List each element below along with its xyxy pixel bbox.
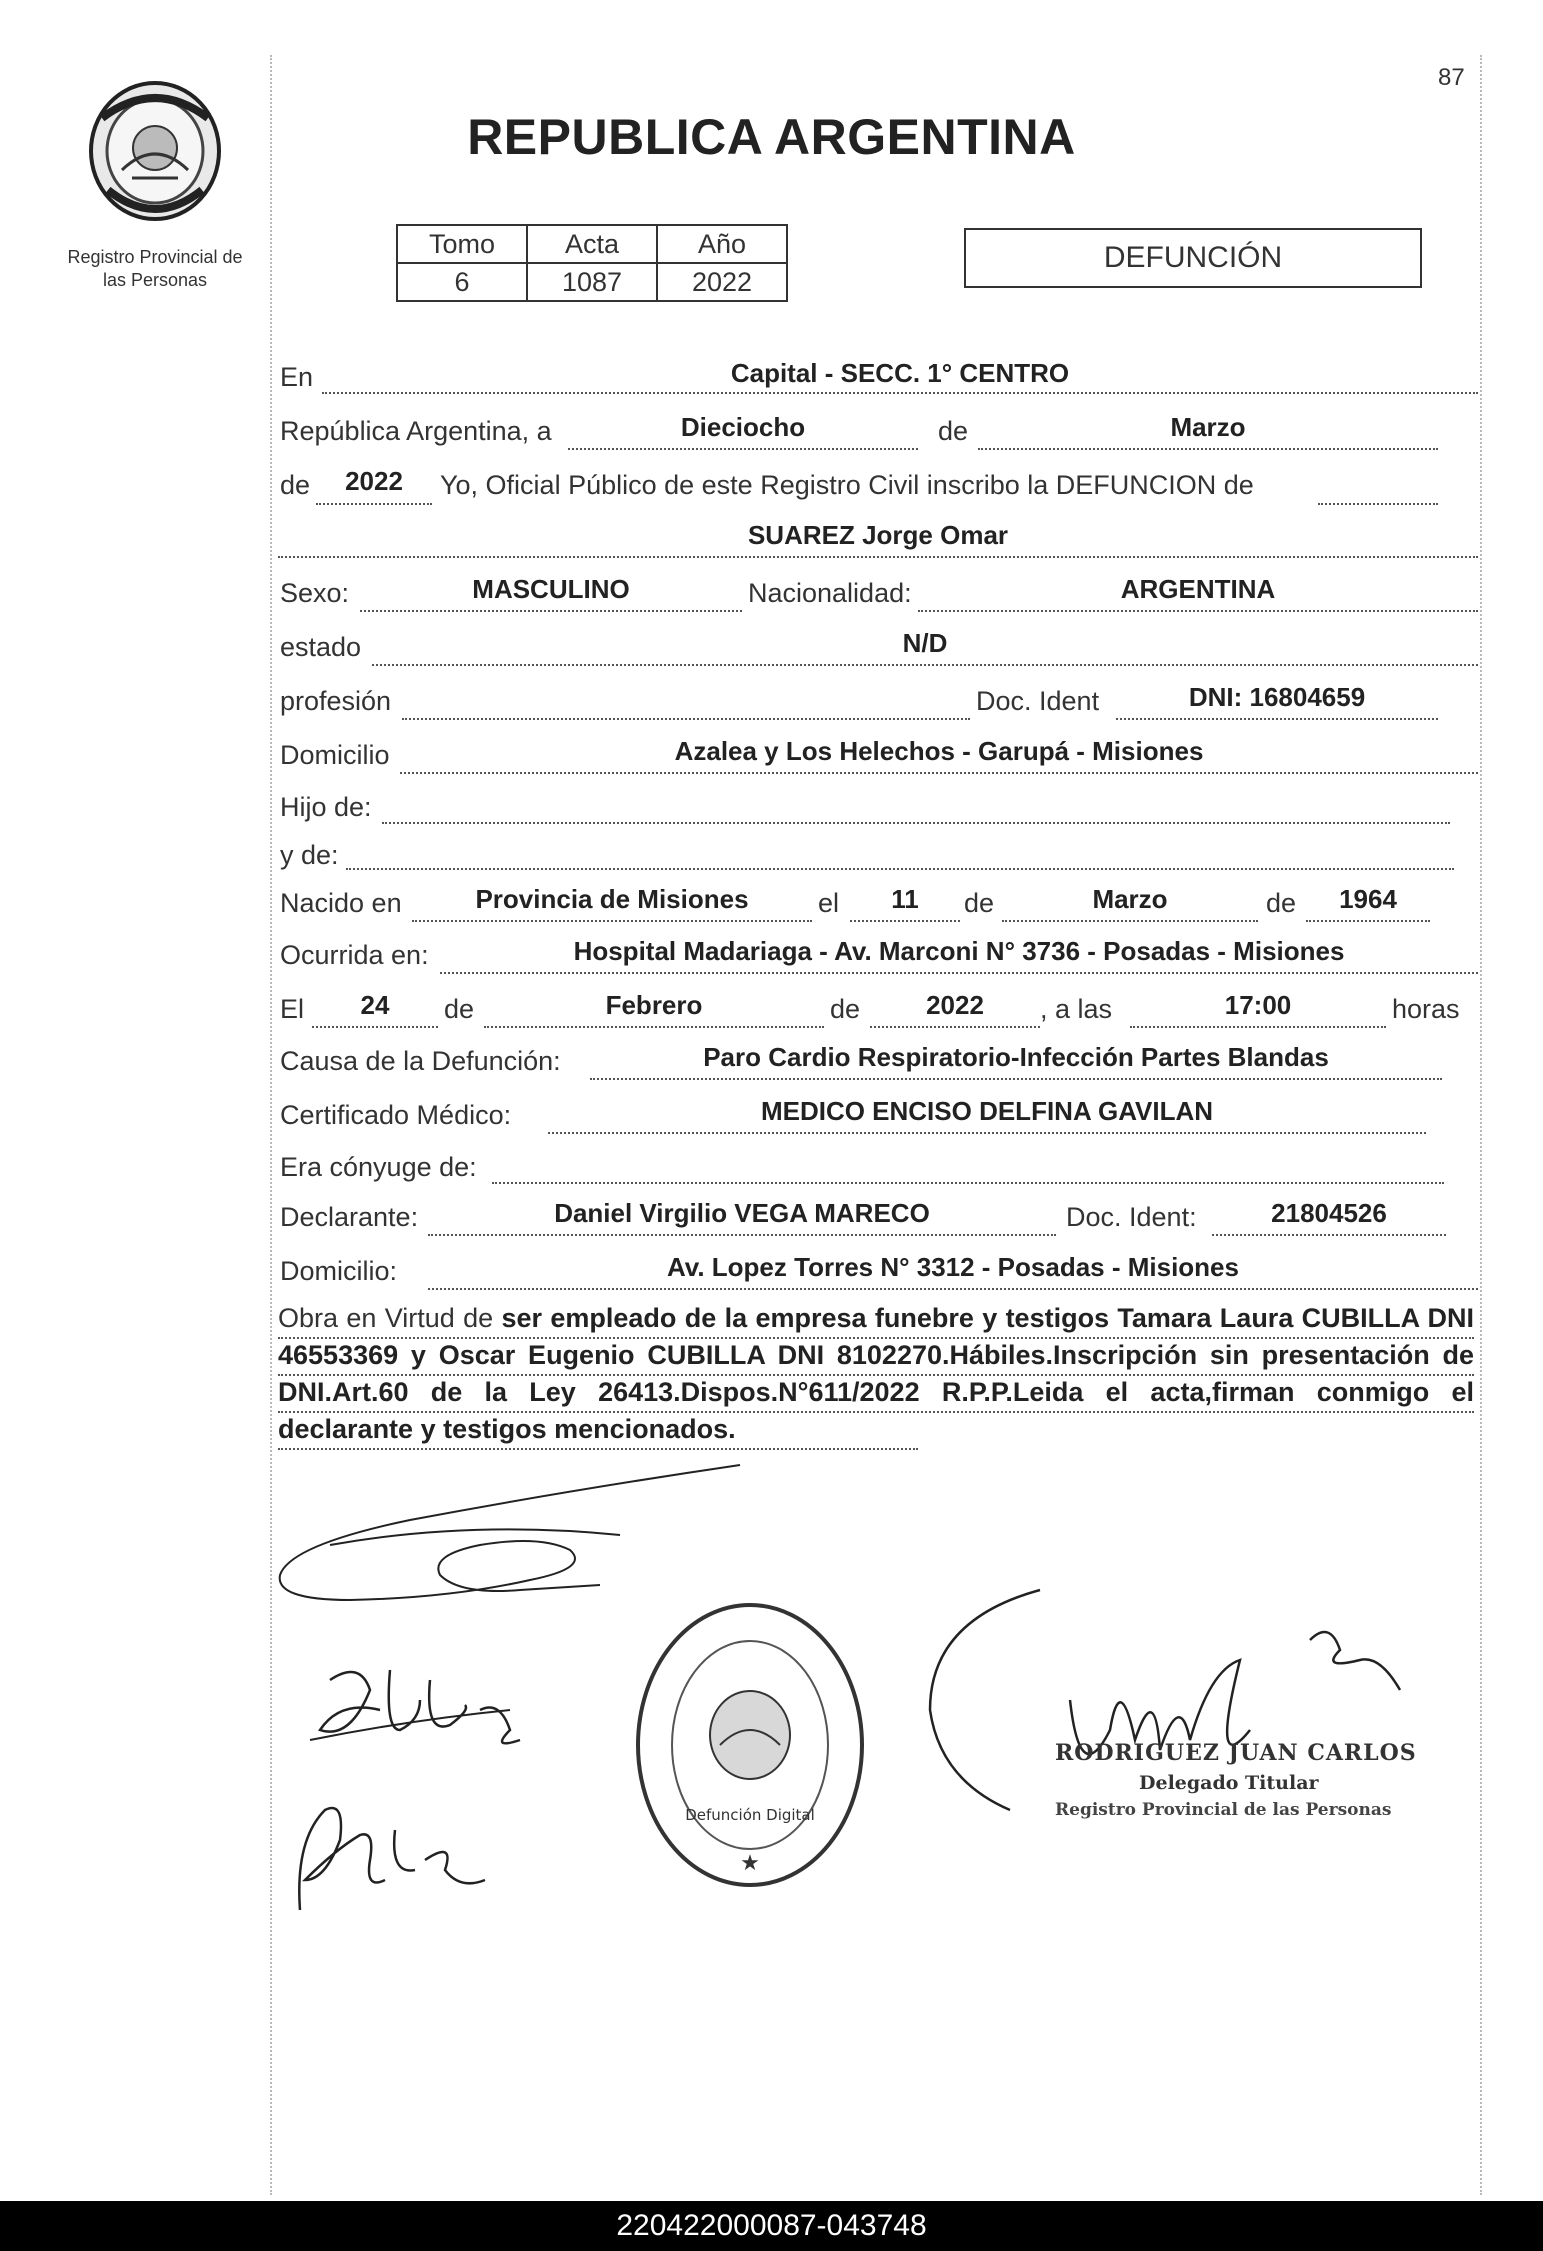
tomo-header-row	[397, 225, 787, 263]
document-type-box: DEFUNCIÓN	[964, 228, 1422, 288]
round-seal-stamp	[630, 1595, 870, 1900]
obra-paragraph	[278, 1300, 1474, 1448]
hijo-label: Hijo de:	[280, 792, 372, 822]
doc-ident-value: DNI: 16804659	[1188, 682, 1366, 712]
fallec-dia-value: 24	[360, 990, 390, 1020]
oficial-trailing-line	[1318, 503, 1438, 505]
page-number: 87	[1438, 64, 1465, 91]
estado-label: estado	[280, 632, 362, 662]
tomo-value: 6	[397, 263, 527, 301]
dia-value: Dieciocho	[680, 412, 806, 442]
doc-ident2-label: Doc. Ident:	[1066, 1202, 1197, 1232]
testigo-signature-1	[290, 1650, 530, 1775]
de-label: de	[938, 416, 969, 446]
tomo-value-row	[397, 263, 787, 301]
certificado-value: MEDICO ENCISO DELFINA GAVILAN	[760, 1096, 1214, 1126]
footer-barcode-text: 220422000087-043748	[0, 2201, 1543, 2251]
doc-ident2-line	[1212, 1234, 1446, 1236]
certificado-label: Certificado Médico:	[280, 1100, 512, 1130]
nacido-dia-line	[850, 920, 960, 922]
left-margin-line	[270, 55, 272, 2195]
tomo-acta-table	[396, 224, 788, 302]
domicilio2-value: Av. Lopez Torres N° 3312 - Posadas - Misiones	[667, 1252, 1239, 1282]
nacido-mes-value: Marzo	[1092, 884, 1168, 914]
doc-ident-label: Doc. Ident	[976, 686, 1100, 716]
declarante-value: Daniel Virgilio VEGA MARECO	[554, 1198, 930, 1228]
doc-ident2-value: 21804526	[1271, 1198, 1387, 1228]
anio-inscripcion-value: 2022	[345, 466, 403, 496]
de4-label: de	[1266, 888, 1297, 918]
nombre-line	[278, 556, 1478, 558]
de6-label: de	[830, 994, 861, 1024]
tomo-header: Tomo	[397, 225, 527, 263]
official-stamp	[1055, 1740, 1417, 1820]
horas-label: horas	[1392, 994, 1460, 1024]
fallec-mes-value: Febrero	[605, 990, 703, 1020]
fallec-anio-value: 2022	[926, 990, 984, 1020]
causa-line	[590, 1078, 1442, 1080]
en-value: Capital - SECC. 1° CENTRO	[730, 358, 1070, 388]
causa-value: Paro Cardio Respiratorio-Infección Partes Blandas	[703, 1042, 1329, 1072]
yde-label: y de:	[280, 840, 339, 870]
nombre-value: SUAREZ Jorge Omar	[747, 520, 1009, 550]
doc-ident-line	[1116, 718, 1438, 720]
nacido-anio-line	[1306, 920, 1430, 922]
profesion-line	[402, 718, 970, 720]
nacido-label: Nacido en	[280, 888, 402, 918]
domicilio2-line	[428, 1288, 1478, 1290]
hijo-line	[382, 822, 1450, 824]
nacido-anio-value: 1964	[1339, 884, 1397, 914]
en-label: En	[280, 362, 314, 392]
sexo-line	[360, 610, 742, 612]
de3-label: de	[964, 888, 995, 918]
registro-provincial-caption	[45, 246, 265, 292]
estado-line	[372, 664, 1478, 666]
domicilio-line	[400, 772, 1478, 774]
fallec-mes-line	[484, 1026, 824, 1028]
obra-text: ser empleado de la empresa funebre y testigos Tamara Laura CUBILLA DNI 46553369 y Oscar Eugenio CUBILLA DNI 8102270.Hábiles.Inscripción sin presentación de DNI.Art.60 de la Ley 26413.Dispos.N°611/2022 R.P.P.Leida el acta,firman conmigo el declarante y testigos mencionados.	[278, 1303, 1474, 1444]
anio-line	[316, 503, 432, 505]
el-label: el	[818, 888, 840, 918]
en-line	[322, 392, 1478, 394]
registro-line-2: las Personas	[102, 270, 208, 290]
acta-value: 1087	[527, 263, 657, 301]
ocurrida-value: Hospital Madariaga - Av. Marconi N° 3736 - Posadas - Misiones	[573, 936, 1345, 966]
nacido-dia-value: 11	[891, 884, 919, 914]
nacido-lugar-value: Provincia de Misiones	[475, 884, 749, 914]
causa-label: Causa de la Defunción:	[280, 1046, 561, 1076]
estado-value: N/D	[902, 628, 948, 658]
ocurrida-label: Ocurrida en:	[280, 940, 429, 970]
anio-value: 2022	[657, 263, 787, 301]
nacido-mes-line	[1002, 920, 1258, 922]
conyuge-line	[492, 1182, 1444, 1184]
fallec-dia-line	[312, 1026, 438, 1028]
de5-label: de	[444, 994, 475, 1024]
round-seal-inner-text: Defunción Digital	[685, 1806, 815, 1824]
obra-label: Obra en Virtud de	[278, 1303, 494, 1333]
sexo-label: Sexo:	[280, 578, 350, 608]
dia-line	[568, 448, 918, 450]
sexo-value: MASCULINO	[472, 574, 630, 604]
profesion-label: profesión	[280, 686, 392, 716]
nacionalidad-label: Nacionalidad:	[748, 578, 912, 608]
official-name: RODRIGUEZ JUAN CARLOS	[1055, 1740, 1417, 1766]
mes-value: Marzo	[1170, 412, 1246, 442]
el2-label: El	[280, 994, 305, 1024]
conyuge-label: Era cónyuge de:	[280, 1152, 477, 1182]
testigo-signature-2	[285, 1780, 505, 1925]
declarante-line	[428, 1234, 1056, 1236]
mes-line	[978, 448, 1438, 450]
svg-text:★: ★	[740, 1851, 760, 1876]
acta-header: Acta	[527, 225, 657, 263]
domicilio-value: Azalea y Los Helechos - Garupá - Misiones	[674, 736, 1204, 766]
nacionalidad-value: ARGENTINA	[1120, 574, 1276, 604]
certificado-line	[548, 1132, 1426, 1134]
oficial-text: Yo, Oficial Público de este Registro Civil inscribo la DEFUNCION de	[440, 470, 1254, 500]
fallec-anio-line	[870, 1026, 1040, 1028]
fallec-hora-line	[1130, 1026, 1386, 1028]
domicilio-label: Domicilio	[280, 740, 390, 770]
nacido-lugar-line	[412, 920, 812, 922]
nacionalidad-line	[918, 610, 1478, 612]
alas-label: , a las	[1040, 994, 1113, 1024]
yde-line	[346, 868, 1454, 870]
republica-label: República Argentina, a	[280, 416, 552, 446]
right-margin-line	[1480, 55, 1482, 2195]
ocurrida-line	[440, 972, 1478, 974]
anio-header: Año	[657, 225, 787, 263]
domicilio2-label: Domicilio:	[280, 1256, 398, 1286]
page-title: REPUBLICA ARGENTINA	[467, 109, 1076, 165]
official-org: Registro Provincial de las Personas	[1055, 1800, 1392, 1820]
declarante-label: Declarante:	[280, 1202, 419, 1232]
registro-line-1: Registro Provincial de	[67, 247, 243, 267]
fallec-hora-value: 17:00	[1224, 990, 1292, 1020]
de2-label: de	[280, 470, 311, 500]
official-role: Delegado Titular	[1139, 1772, 1319, 1794]
